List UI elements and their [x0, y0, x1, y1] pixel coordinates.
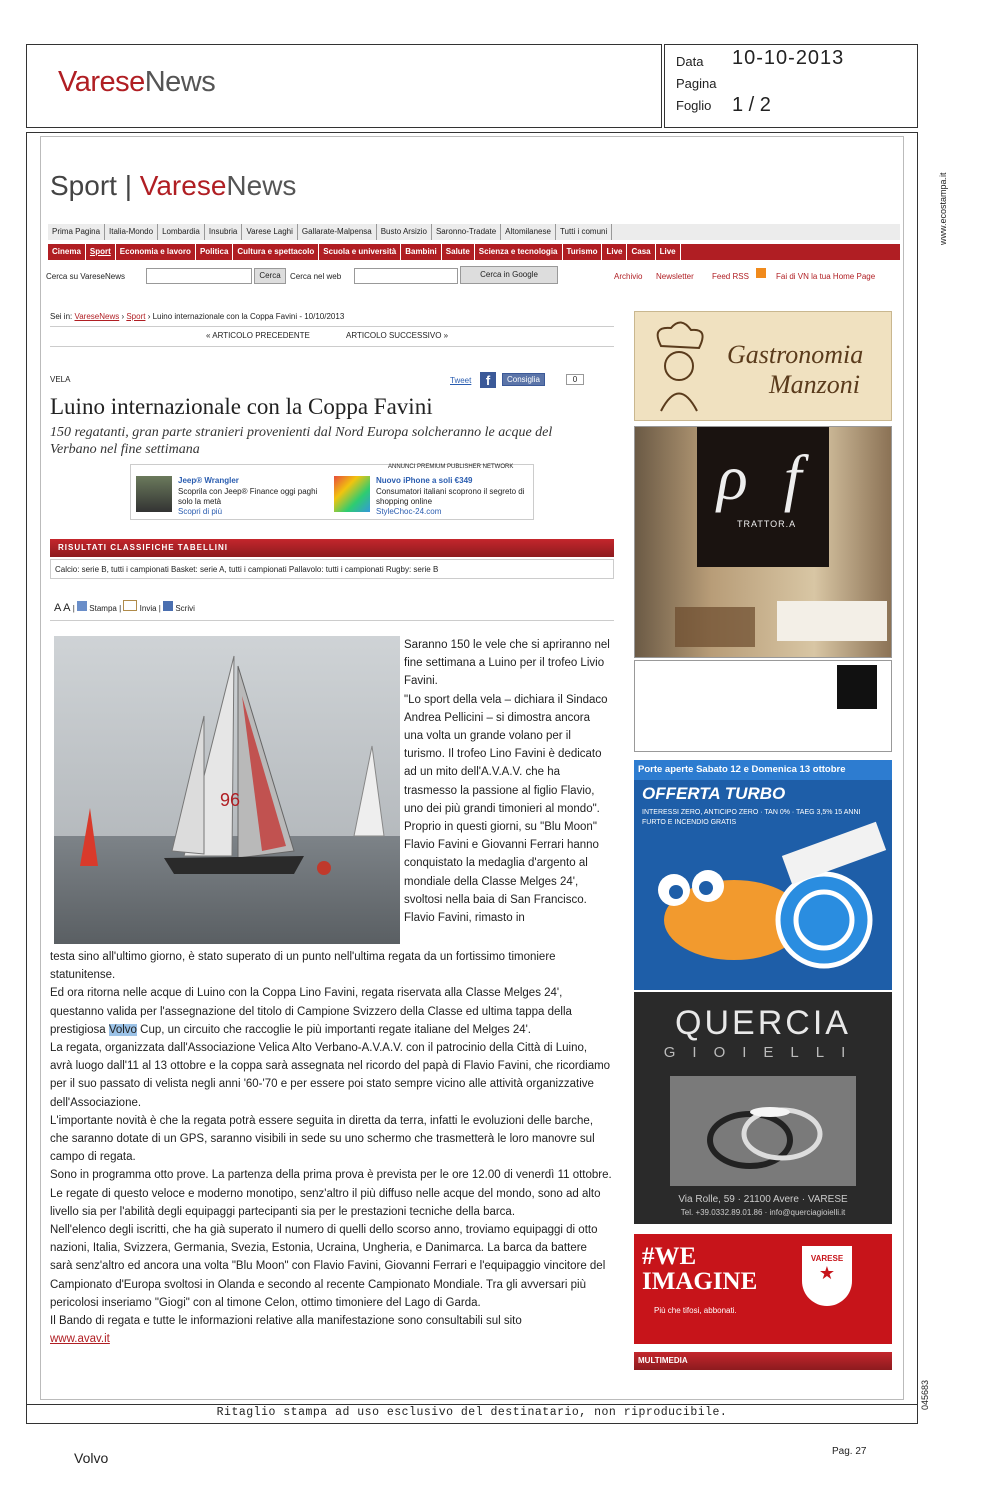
- tweet-link[interactable]: Tweet: [450, 376, 472, 385]
- highlight-keyword: Volvo: [108, 1023, 137, 1036]
- print-link[interactable]: Stampa: [89, 604, 117, 613]
- search-web-label: Cerca nel web: [290, 272, 342, 281]
- nav-secondary-item[interactable]: Live: [656, 244, 681, 260]
- page-number: Pag. 27: [832, 1446, 867, 1457]
- header-logo-news: News: [144, 66, 216, 98]
- article-subtitle: 150 regatanti, gran parte stranieri provenienti dal Nord Europa solcheranno le acque del Verbano nel fine settimana: [50, 425, 553, 457]
- category-label: VELA: [50, 375, 71, 384]
- sheet-value: 1 / 2: [732, 94, 771, 116]
- gastronomia-line2: Manzoni: [769, 370, 860, 399]
- nav-primary-item[interactable]: Italia-Mondo: [105, 224, 158, 240]
- tools-bar: A A | Stampa | Invia | Scrivi: [54, 602, 195, 614]
- site-header: [50, 170, 296, 202]
- ad-trattoria[interactable]: [634, 426, 892, 658]
- nav-secondary-item[interactable]: Live: [602, 244, 627, 260]
- varese-badge: [802, 1246, 852, 1306]
- link-homepage[interactable]: Fai di VN la tua Home Page: [776, 272, 876, 281]
- jeep-ad-link[interactable]: Scopri di più: [178, 507, 223, 516]
- breadcrumb-divider: [50, 326, 614, 327]
- section-label: Sport |: [50, 170, 132, 201]
- nav-secondary-item[interactable]: Scienza e tecnologia: [475, 244, 563, 260]
- jeep-ad-text: Scoprila con Jeep® Finance oggi paghi solo la metà: [178, 487, 318, 506]
- send-link[interactable]: Invia: [139, 604, 157, 613]
- trattoria-table: [777, 601, 887, 641]
- breadcrumb-section[interactable]: Sport: [126, 312, 146, 321]
- facebook-icon[interactable]: f: [480, 372, 496, 388]
- turbo-text: INTERESSI ZERO, ANTICIPO ZERO · TAN 0% · TAEG 3,5% 15 ANNI FURTO E INCENDIO GRATIS: [642, 809, 861, 826]
- article-paragraph: La regata, organizzata dall'Associazione Velica Alto Verbano-A.V.A.V. con il patrocinio della Città di Luino, avrà luogo dall'11 al 13 ottobre e la coppa sarà assegnata nel ricordo del papà di Flavio Favini, che ricordiamo per il suo passato di velista negli anni '60-'70 e per essere poi stato sempre vicino alle attività organizzative dell'Associazione.: [50, 1042, 611, 1109]
- article-column-text: [404, 636, 612, 927]
- ad-blank-square: [837, 665, 877, 709]
- link-archive[interactable]: Archivio: [614, 272, 643, 281]
- secondary-nav: [48, 244, 900, 260]
- nav-primary-item[interactable]: Altomilanese: [501, 224, 556, 240]
- site-logo-news: News: [226, 170, 297, 201]
- article-paragraph: L'importante novità è che la regata potrà essere seguita in diretta da terra, infatti le evoluzioni delle barche, che saranno dotate di un GPS, saranno visibili in sede su uno schermo che trasmetterà le loro manovre sul campo di regata.: [50, 1114, 595, 1164]
- search-input[interactable]: [146, 268, 252, 284]
- rss-icon[interactable]: [756, 268, 766, 278]
- article-full-text: [50, 948, 612, 1348]
- article-paragraph: Nell'elenco degli iscritti, che ha già superato il numero di quelli dello scorso anno, troviamo equipaggi di otto nazioni, Italia, Svizzera, Germania, Svezia, Estonia, Ucraina, Ungheria, e Danimarca. La barca da battere sarà senz'altro ed ancora una volta "Blu Moon" con Flavio Favini, Giovanni Ferrari e l'equipaggio vincitore del Campionato d'Europa svoltosi in Olanda e secondo al recente Campionato Mondiale. Tra gli avversari più pericolosi inseriamo "Giogi" con al timone Celon, ottimo timoniere del Lago di Garda.: [50, 1224, 606, 1309]
- article-paragraph: "Lo sport della vela – dichiara il Sindaco Andrea Pellicini – si dimostra ancora una volta un grande volano per il turismo. Il trofeo Lino Favini è dedicato ad un mito dell'A.V.A.V. che ha trasmesso la passione al figlio Flavio, uno dei più grandi timonieri al mondo".: [404, 693, 608, 815]
- search-web-input[interactable]: [354, 268, 458, 284]
- search-label: Cerca su VareseNews: [46, 272, 125, 281]
- prev-next-divider: [50, 346, 614, 347]
- results-bar[interactable]: RISULTATI CLASSIFICHE TABELLINI: [50, 539, 614, 557]
- ad-we-imagine[interactable]: [634, 1234, 892, 1344]
- next-article-link[interactable]: ARTICOLO SUCCESSIVO »: [346, 331, 449, 340]
- date-value: 10-10-2013: [732, 47, 845, 69]
- prev-article-link[interactable]: « ARTICOLO PRECEDENTE: [206, 331, 310, 340]
- multimedia-bar[interactable]: MULTIMEDIA: [634, 1352, 892, 1370]
- turbo-top-banner: Porte aperte Sabato 12 e Domenica 13 ottobre: [634, 760, 892, 780]
- nav-secondary-item[interactable]: Casa: [627, 244, 655, 260]
- header-logo-varese: Varese: [58, 66, 145, 98]
- ad-offerta-turbo[interactable]: [634, 760, 892, 990]
- nav-secondary-item[interactable]: Salute: [442, 244, 475, 260]
- iphone-ad-title[interactable]: Nuovo iPhone a soli €349: [376, 476, 473, 485]
- page-label: Pagina: [676, 76, 717, 91]
- ad-blank[interactable]: [634, 660, 892, 752]
- iphone-ad-link[interactable]: StyleChoc-24.com: [376, 507, 442, 516]
- write-icon[interactable]: [163, 601, 173, 611]
- article-paragraph: Proprio in questi giorni, su "Blu Moon" Flavio Favini e Giovanni Ferrari hanno conquistato la medaglia d'argento al mondiale della Classe Melges 24', svoltosi nella baia di San Francisco. Flavio Favini, rimasto in: [404, 821, 599, 925]
- header-logo: [58, 66, 215, 99]
- nav-primary-item[interactable]: Saronno-Tradate: [432, 224, 501, 240]
- nav-primary-item[interactable]: Varese Laghi: [242, 224, 298, 240]
- nav-primary-item[interactable]: Insubria: [205, 224, 242, 240]
- link-newsletter[interactable]: Newsletter: [656, 272, 694, 281]
- premium-ads-label: ANNUNCI PREMIUM PUBLISHER NETWORK: [388, 464, 514, 470]
- breadcrumb-tail: Luino internazionale con la Coppa Favini - 10/10/2013: [152, 312, 345, 321]
- sheet-label: Foglio: [676, 98, 712, 113]
- clip-notice: Ritaglio stampa ad uso esclusivo del destinatario, non riproducibile.: [216, 1406, 728, 1419]
- gastronomia-line1: Gastronomia: [727, 340, 864, 369]
- chef-icon: [641, 316, 711, 416]
- we-imagine-sub: Più che tifosi, abbonati.: [654, 1306, 737, 1315]
- turbo-title: OFFERTA TURBO: [642, 784, 786, 803]
- fb-like-button[interactable]: Consiglia: [502, 373, 545, 386]
- site-logo-varese: Varese: [139, 170, 227, 201]
- article-paragraph: Il Bando di regata e tutte le informazioni relative alla manifestazione sono consultabili sul sito: [50, 1315, 522, 1328]
- nav-secondary-item[interactable]: Bambini: [401, 244, 442, 260]
- breadcrumb-home[interactable]: VareseNews: [74, 312, 120, 321]
- varese-badge-text: VARESE: [810, 1254, 844, 1263]
- print-icon[interactable]: [77, 601, 87, 611]
- results-line[interactable]: Calcio: serie B, tutti i campionati Basket: serie A, tutti i campionati Pallavolo: tutti i campionati Rugby: serie B: [50, 559, 614, 579]
- nav-secondary-item[interactable]: Cultura e spettacolo: [233, 244, 319, 260]
- rings-illustration: [670, 1076, 856, 1186]
- iphone-ad-text: Consumatori italiani scoprono il segreto di shopping online: [376, 487, 525, 506]
- avav-site-link[interactable]: www.avav.it: [50, 1333, 110, 1346]
- article-paragraph: Saranno 150 le vele che si apriranno nel fine settimana a Luino per il trofeo Livio Favini.: [404, 639, 610, 688]
- date-label: Data: [676, 54, 704, 69]
- quercia-subtitle: GIOIELLI: [663, 1044, 863, 1061]
- nav-secondary-item[interactable]: Turismo: [563, 244, 603, 260]
- article-paragraph: Sono in programma otto prove. La partenza della prima prova è prevista per le ore 12.00 di venerdì 11 ottobre. Le regate di questo veloce e moderno monotipo, senz'altro il più diffuso nelle acque del mondo, sono ad alto livello sia per l'abilità degli equipaggi partecipanti sia per le prestazioni tecniche della barca.: [50, 1169, 612, 1218]
- article-title: Luino internazionale con la Coppa Favini: [50, 394, 433, 419]
- quercia-address: Via Rolle, 59 · 21100 Avere · VARESE: [678, 1194, 848, 1205]
- breadcrumb-prefix: Sei in:: [50, 312, 73, 321]
- nav-secondary-item[interactable]: Politica: [196, 244, 233, 260]
- nav-primary-item[interactable]: Busto Arsizio: [377, 224, 432, 240]
- search-button[interactable]: Cerca: [254, 268, 286, 284]
- bottom-left-label: Volvo: [74, 1450, 109, 1466]
- article-text-fragment: Ed ora ritorna nelle acque di Luino con la Coppa Lino Favini, regata riservata alla Classe Melges 24', questanno valida per l'assegnazione del titolo di Campione Svizzero della Classe ed ultima tappa della prestigiosa: [50, 987, 572, 1036]
- snail-illustration: [634, 820, 892, 990]
- nav-primary-item[interactable]: Prima Pagina: [48, 224, 105, 240]
- article-text-fragment: Cup, un circuito che raccoglie le più importanti regate italiane del Melges 24'.: [136, 1023, 532, 1036]
- trattoria-text: TRATTOR.A: [737, 519, 797, 529]
- nav-secondary-item[interactable]: Scuola e università: [319, 244, 401, 260]
- jeep-ad-image[interactable]: [136, 476, 172, 512]
- trattoria-chairs: [675, 607, 755, 647]
- ad-quercia[interactable]: [634, 992, 892, 1224]
- nav-secondary-item[interactable]: Sport: [86, 244, 116, 260]
- iphone-ad-image[interactable]: [334, 476, 370, 512]
- vertical-site: www.ecostampa.it: [938, 172, 948, 245]
- jeep-ad-title[interactable]: Jeep® Wrangler: [178, 476, 239, 485]
- mail-icon[interactable]: [123, 600, 137, 611]
- primary-nav: [48, 224, 900, 240]
- nav-primary-item[interactable]: Gallarate-Malpensa: [298, 224, 377, 240]
- nav-secondary-item[interactable]: Cinema: [48, 244, 86, 260]
- nav-primary-item[interactable]: Tutti i comuni: [556, 224, 612, 240]
- star-icon: ★: [818, 1263, 836, 1283]
- google-button[interactable]: Cerca in Google: [460, 266, 558, 284]
- ad-gastronomia[interactable]: [634, 311, 892, 421]
- nav-secondary-item[interactable]: Economia e lavoro: [116, 244, 196, 260]
- we-imagine-title: #WE IMAGINE: [642, 1243, 758, 1295]
- fb-like-count: 0: [566, 374, 584, 385]
- quercia-title: QUERCIA: [675, 1004, 851, 1042]
- article-paragraph: [50, 984, 612, 1039]
- quercia-phone: Tel. +39.0332.89.01.86 · info@querciagioielli.it: [680, 1208, 846, 1217]
- link-rss[interactable]: Feed RSS: [712, 272, 749, 281]
- write-link[interactable]: Scrivi: [175, 604, 195, 613]
- sail-number: 96: [220, 790, 241, 810]
- font-size-tool[interactable]: A A: [54, 602, 71, 614]
- sailboat-illustration: [54, 636, 400, 944]
- vertical-code: 045683: [920, 1379, 930, 1410]
- tools-divider: [50, 620, 614, 621]
- regatta-photo: [54, 636, 400, 944]
- trattoria-monogram: ρ f: [717, 442, 812, 513]
- breadcrumb: Sei in: VareseNews › Sport › Luino internazionale con la Coppa Favini - 10/10/2013: [50, 312, 345, 321]
- article-paragraph: testa sino all'ultimo giorno, è stato superato di un punto nell'ultima regata da un fortissimo timoniere statunitense.: [50, 951, 556, 982]
- nav-primary-item[interactable]: Lombardia: [158, 224, 205, 240]
